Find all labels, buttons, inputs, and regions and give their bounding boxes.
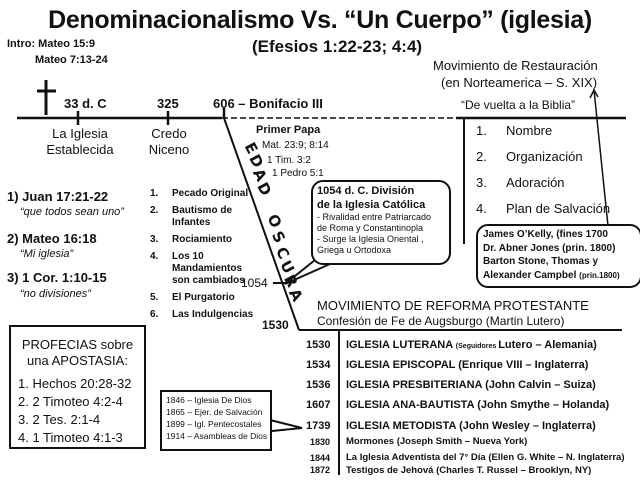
prophecy-item: 2. 2 Timoteo 4:2-4 [18, 394, 123, 409]
year-1530: 1530 [262, 318, 289, 332]
year-1054: 1054 [241, 276, 268, 290]
page-title: Denominacionalismo Vs. “Un Cuerpo” (iglesia) [48, 6, 592, 34]
dark-age-letter: S [267, 228, 289, 246]
dark-age-letter: A [285, 285, 307, 305]
restoration-title-2: (en Norteamerica – S. XIX) [441, 75, 598, 90]
doctrine-item: 6. Las Indulgencias [150, 309, 254, 320]
prophecies-title-2: una APOSTASIA: [27, 353, 128, 368]
restoration-item: 2. Organización [476, 149, 583, 164]
dark-age-letter: C [271, 243, 294, 263]
timeline-date-33: 33 d. C [64, 96, 107, 111]
dark-age-letter: A [249, 165, 271, 185]
era-label-line-2: Niceno [148, 142, 190, 157]
restoration-person: Barton Stone, Thomas y [483, 256, 599, 267]
modern-churches-callout [160, 390, 272, 451]
reformation-title: MOVIMIENTO DE REFORMA PROTESTANTE [317, 298, 589, 313]
restoration-person: Alexander Campbel (prin.1800) [483, 269, 620, 281]
modern-church: 1846 – Iglesia De Dios [166, 395, 252, 405]
division-line: de Roma y Constantinopla [317, 223, 424, 233]
era-label-line-2: Establecida [46, 142, 114, 157]
restoration-item: 1. Nombre [476, 123, 553, 138]
prophecy-item: 1. Hechos 20:28-32 [18, 376, 132, 391]
era-label-line-1: Credo [151, 126, 187, 141]
reformation-subtitle: Confesión de Fe de Augsburgo (Martin Lutero) [317, 314, 565, 328]
modern-church: 1899 – Igl. Pentecostales [166, 419, 262, 429]
primer-papa-ref-1: Mat. 23:9; 8:14 [262, 140, 329, 151]
doctrine-list [150, 188, 272, 326]
dark-age-letter: U [276, 257, 298, 277]
restoration-person: James O’Kelly, (fines 1700 [483, 229, 608, 240]
intro-line-1: Intro: Mateo 15:9 [7, 38, 96, 50]
doctrine-item: 2. Bautismo de Infantes [150, 205, 233, 228]
intro-line-2: Mateo 7:13-24 [35, 54, 108, 66]
prophecies-title-1: PROFECIAS sobre [21, 337, 134, 352]
timeline-date-606: 606 – Bonifacio III [213, 96, 323, 111]
restoration-list [476, 118, 610, 222]
scripture-quote-1: “que todos sean uno” [20, 206, 124, 218]
modern-church: 1865 – Ejer. de Salvación [166, 407, 263, 417]
primer-papa-ref-2: 1 Tim. 3:2 [267, 155, 311, 166]
timeline-date-325: 325 [157, 96, 179, 111]
division-line: Griega u Ortodoxa [317, 245, 392, 255]
restoration-person: Dr. Abner Jones (prin. 1800) [483, 242, 616, 254]
dark-age-letter: E [240, 139, 262, 157]
dark-age-letter: D [253, 179, 276, 199]
dark-age-letter: O [263, 211, 286, 231]
scripture-quote-2: “Mi iglesia” [20, 248, 74, 260]
page-subtitle: (Efesios 1:22-23; 4:4) [252, 37, 423, 56]
scripture-ref-3: 3) 1 Cor. 1:10-15 [7, 270, 107, 285]
doctrine-item: 1. Pecado Original [150, 188, 249, 199]
division-callout [311, 180, 451, 265]
prophecy-item: 3. 2 Tes. 2:1-4 [18, 412, 101, 427]
restoration-motto: “De vuelta a la Biblia” [461, 98, 576, 112]
restoration-people-callout [476, 224, 640, 288]
era-label-line-1: La Iglesia [52, 126, 108, 141]
era-label-credo [138, 126, 200, 158]
restoration-title-1: Movimiento de Restauración [433, 58, 598, 73]
doctrine-item: 3. Rociamiento [150, 234, 233, 245]
division-title-1: 1054 d. C. División [317, 185, 415, 197]
restoration-item: 4. Plan de Salvación [476, 201, 611, 216]
dark-age-letter: R [280, 271, 302, 291]
prophecy-item: 4. 1 Timoteo 4:1-3 [18, 430, 123, 445]
scripture-quote-3: “no divisiones” [20, 288, 91, 300]
primer-papa-ref-3: 1 Pedro 5:1 [272, 168, 324, 179]
prophecies-box [9, 325, 146, 449]
division-title-2: de la Iglesia Católica [317, 199, 426, 211]
dark-age-letter: D [245, 151, 268, 171]
doctrine-item: 5. El Purgatorio [150, 292, 235, 303]
scripture-ref-1: 1) Juan 17:21-22 [7, 189, 109, 204]
division-line: - Surge la Iglesia Oriental , [317, 234, 424, 244]
era-label-iglesia [40, 126, 120, 158]
division-line: - Rivalidad entre Patriarcado [317, 212, 432, 222]
doctrine-item: 4. Los 10 Mandamientos son cambiados [150, 251, 245, 286]
primer-papa-title: Primer Papa [256, 124, 321, 136]
scripture-ref-2: 2) Mateo 16:18 [7, 231, 97, 246]
restoration-item: 3. Adoración [476, 175, 565, 190]
modern-church: 1914 – Asambleas de Dios [166, 431, 268, 441]
